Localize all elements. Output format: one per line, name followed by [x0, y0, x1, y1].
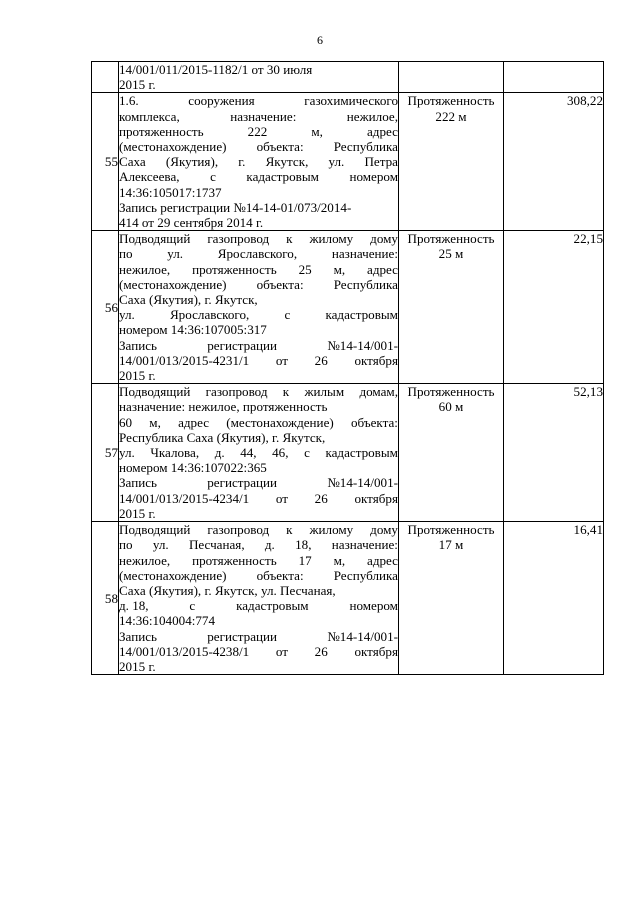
description-word: октября — [354, 643, 398, 659]
description-word: к — [286, 522, 293, 538]
description-line — [119, 215, 398, 230]
description-word: 60 — [119, 414, 133, 430]
description-line — [119, 399, 398, 414]
description-word: д. — [214, 445, 225, 461]
description-word: по — [119, 537, 133, 553]
length-value: 60 м — [438, 399, 464, 415]
object-description — [119, 62, 399, 93]
length-label: Протяженность — [407, 93, 495, 109]
description-line — [119, 139, 398, 154]
description-word: №14-14/001- — [327, 628, 398, 644]
description-line — [119, 629, 398, 644]
object-description — [119, 93, 399, 231]
description-word: (Якутия), — [165, 154, 219, 170]
description-word: ул. — [119, 307, 135, 323]
description-word: ул. — [119, 445, 135, 461]
description-line — [119, 598, 398, 613]
description-word: протяженность — [192, 552, 277, 568]
description-word: Запись регистрации №14-14-01/073/2014- — [119, 199, 352, 215]
description-line — [119, 109, 398, 124]
description-word: м, — [149, 414, 161, 430]
description-line — [119, 62, 398, 77]
value-cell: 52,13 — [504, 384, 604, 522]
description-word: ул. — [167, 246, 184, 262]
description-word: 222 — [247, 123, 268, 139]
description-word: регистрации — [207, 337, 278, 353]
description-word: нежилое, — [346, 108, 398, 124]
row-number: 58 — [92, 522, 119, 675]
description-line — [119, 506, 398, 521]
description-line — [119, 537, 398, 552]
description-word: номером 14:36:107022:365 — [119, 460, 267, 476]
description-line — [119, 77, 398, 92]
length-cell — [399, 522, 504, 675]
description-word: 17 — [298, 552, 312, 568]
description-word: назначение: — [331, 246, 398, 262]
value-cell: 16,41 — [504, 522, 604, 675]
description-line — [119, 445, 398, 460]
table-row — [92, 231, 604, 384]
description-line — [119, 384, 398, 399]
description-word: жилым — [304, 384, 345, 400]
object-description — [119, 384, 399, 522]
description-word: кадастровым — [236, 598, 309, 614]
description-word: Ярославского, — [217, 246, 298, 262]
description-word: октября — [354, 490, 398, 506]
description-word: 14/001/013/2015-4234/1 — [119, 490, 250, 506]
table-row — [92, 522, 604, 675]
object-description — [119, 522, 399, 675]
description-word: от — [275, 643, 288, 659]
description-word: к — [286, 231, 293, 247]
description-word: регистрации — [207, 475, 278, 491]
description-line — [119, 154, 398, 169]
description-word: номером — [349, 598, 398, 614]
description-word: Саха (Якутия), г. Якутск, ул. Песчаная, — [119, 582, 336, 598]
description-word: 14/001/013/2015-4231/1 — [119, 352, 250, 368]
description-word: Песчаная, — [188, 537, 245, 553]
description-word: Алексеева, — [119, 169, 180, 185]
table-row — [92, 93, 604, 231]
description-word: г. — [238, 154, 246, 170]
length-value: 222 м — [435, 108, 467, 124]
description-word: сооружения — [188, 93, 255, 109]
description-line — [119, 124, 398, 139]
description-word: м, — [311, 123, 323, 139]
description-line — [119, 169, 398, 184]
description-word: объекта: — [256, 139, 304, 155]
description-line — [119, 415, 398, 430]
description-line — [119, 185, 398, 200]
description-word: 414 от 29 сентября 2014 г. — [119, 215, 264, 231]
description-word: номером — [349, 169, 398, 185]
description-word: 2015 г. — [119, 505, 156, 521]
description-line — [119, 568, 398, 583]
row-number — [92, 62, 119, 93]
description-word: дому — [370, 231, 398, 247]
description-word: номером 14:36:107005:317 — [119, 322, 267, 338]
description-word: Подводящий — [119, 522, 191, 538]
description-word: Запись — [119, 337, 157, 353]
description-line — [119, 353, 398, 368]
description-word: Чкалова, — [150, 445, 200, 461]
description-word: от — [275, 352, 288, 368]
description-line — [119, 200, 398, 215]
description-word: с — [210, 169, 216, 185]
description-word: Запись — [119, 475, 157, 491]
description-line — [119, 277, 398, 292]
description-word: объекта: — [350, 414, 398, 430]
description-word: газопровод — [207, 522, 270, 538]
length-label: Протяженность — [407, 384, 495, 400]
description-word: жилому — [309, 522, 354, 538]
description-word: Республика — [333, 276, 398, 292]
description-word: с — [284, 307, 291, 323]
description-line — [119, 460, 398, 475]
description-word: адрес — [178, 414, 210, 430]
description-word: назначение: — [331, 537, 398, 553]
description-word: кадастровым — [246, 169, 319, 185]
description-word: Саха (Якутия), г. Якутск, — [119, 292, 258, 308]
description-word: №14-14/001- — [327, 337, 398, 353]
description-word: 2015 г. — [119, 77, 156, 93]
description-word: (местонахождение) — [119, 139, 227, 155]
description-word: кадастровым — [325, 307, 398, 323]
description-word: газопровод — [205, 384, 268, 400]
description-line — [119, 430, 398, 445]
description-word: кадастровым — [325, 445, 398, 461]
row-number: 55 — [92, 93, 119, 231]
description-word: м, — [333, 261, 346, 277]
description-word: Ярославского, — [169, 307, 250, 323]
description-word: Республика — [333, 567, 398, 583]
description-word: (местонахождение) — [119, 567, 227, 583]
page-number: 6 — [317, 33, 323, 47]
object-description — [119, 231, 399, 384]
description-word: 2015 г. — [119, 658, 156, 674]
length-cell — [399, 93, 504, 231]
description-word: 26 — [314, 643, 328, 659]
description-word: объекта: — [256, 276, 304, 292]
description-word: по — [119, 246, 133, 262]
description-word: д. — [264, 537, 275, 553]
description-word: Саха — [119, 154, 146, 170]
description-word: протяженность — [119, 123, 204, 139]
length-cell — [399, 384, 504, 522]
description-line — [119, 231, 398, 246]
description-word: адрес — [367, 261, 398, 277]
description-line — [119, 338, 398, 353]
description-word: (местонахождение) — [119, 276, 227, 292]
value-cell: 308,22 — [504, 93, 604, 231]
description-word: 26 — [314, 490, 328, 506]
description-line — [119, 491, 398, 506]
description-word: адрес — [366, 123, 398, 139]
description-word: газопровод — [207, 231, 270, 247]
description-word: объекта: — [256, 567, 304, 583]
property-table — [91, 61, 604, 675]
description-word: комплекса, — [119, 108, 180, 124]
table-row — [92, 384, 604, 522]
description-word: Подводящий — [119, 384, 191, 400]
description-word: д. 18, — [119, 598, 149, 614]
length-cell — [399, 62, 504, 93]
description-word: Якутск, — [265, 154, 309, 170]
description-word: м, — [333, 552, 346, 568]
table-row — [92, 62, 604, 93]
description-word: с — [189, 598, 196, 614]
row-number: 56 — [92, 231, 119, 384]
description-line — [119, 553, 398, 568]
description-word: 44, — [240, 445, 257, 461]
length-value: 25 м — [438, 246, 464, 262]
description-word: Петра — [364, 154, 398, 170]
description-word: нежилое, — [119, 261, 171, 277]
description-word: 25 — [298, 261, 312, 277]
value-cell — [504, 62, 604, 93]
description-word: Запись — [119, 628, 157, 644]
description-word: назначение: нежилое, протяженность — [119, 399, 328, 415]
description-word: Республика — [333, 139, 398, 155]
length-label: Протяженность — [407, 231, 495, 247]
description-line — [119, 522, 398, 537]
description-line — [119, 368, 398, 383]
description-word: нежилое, — [119, 552, 171, 568]
description-word: 46, — [272, 445, 289, 461]
description-word: 18, — [295, 537, 312, 553]
description-line — [119, 262, 398, 277]
description-word: с — [304, 445, 310, 461]
description-word: от — [275, 490, 288, 506]
description-word: Республика Саха (Якутия), г. Якутск, — [119, 429, 326, 445]
description-line — [119, 475, 398, 490]
description-line — [119, 322, 398, 337]
description-word: 26 — [314, 352, 328, 368]
description-word: ул. — [152, 537, 169, 553]
description-word: регистрации — [207, 628, 278, 644]
description-word: жилому — [309, 231, 354, 247]
description-word: 1.6. — [119, 93, 139, 109]
description-word: дому — [370, 522, 398, 538]
description-word: октября — [354, 352, 398, 368]
description-word: к — [282, 384, 290, 400]
description-word: назначение: — [230, 108, 297, 124]
description-word: №14-14/001- — [327, 475, 398, 491]
length-value: 17 м — [438, 537, 464, 553]
description-word: Подводящий — [119, 231, 191, 247]
description-word: газохимического — [304, 93, 398, 109]
value-cell: 22,15 — [504, 231, 604, 384]
description-word: протяженность — [192, 261, 277, 277]
description-line — [119, 613, 398, 628]
description-word: 14/001/011/2015-1182/1 от 30 июля — [119, 62, 313, 77]
description-word: 14:36:104004:774 — [119, 613, 216, 629]
length-cell — [399, 231, 504, 384]
description-line — [119, 246, 398, 261]
description-word: адрес — [367, 552, 398, 568]
description-line — [119, 292, 398, 307]
description-word: 14:36:105017:1737 — [119, 184, 222, 200]
description-word: 14/001/013/2015-4238/1 — [119, 643, 250, 659]
table-body — [92, 62, 604, 675]
description-word: 2015 г. — [119, 368, 156, 384]
description-line — [119, 659, 398, 674]
description-line — [119, 644, 398, 659]
description-line — [119, 583, 398, 598]
description-line — [119, 307, 398, 322]
length-label: Протяженность — [407, 522, 495, 538]
row-number: 57 — [92, 384, 119, 522]
description-word: домам, — [359, 384, 398, 400]
description-word: ул. — [328, 154, 345, 170]
description-word: (местонахождение) — [226, 414, 334, 430]
description-line — [119, 93, 398, 108]
